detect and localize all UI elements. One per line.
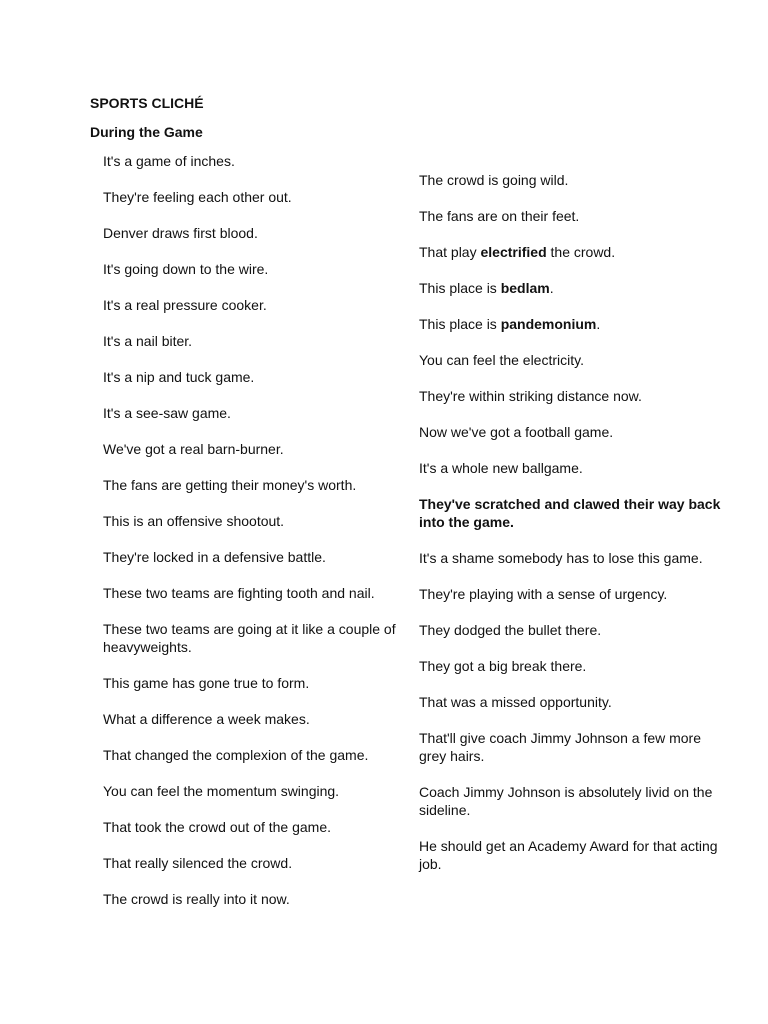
list-item: That'll give coach Jimmy Johnson a few more grey hairs. bbox=[419, 730, 702, 764]
list-item: They're within striking distance now. bbox=[419, 388, 642, 404]
list-item: They're locked in a defensive battle. bbox=[103, 549, 326, 565]
list-item: These two teams are fighting tooth and nail. bbox=[103, 585, 375, 601]
list-item: This game has gone true to form. bbox=[103, 675, 310, 691]
list-item bbox=[419, 315, 729, 333]
section-heading: During the Game bbox=[90, 124, 203, 140]
list-item-text: . bbox=[549, 280, 554, 296]
list-item: They're feeling each other out. bbox=[103, 189, 292, 205]
emphasis-word: bedlam bbox=[500, 280, 550, 296]
list-item-emphasized: They've scratched and clawed their way back into the game. bbox=[419, 496, 721, 530]
list-item bbox=[419, 279, 729, 297]
list-item: It's a whole new ballgame. bbox=[419, 460, 583, 476]
list-item: The crowd is really into it now. bbox=[103, 891, 290, 907]
list-item: He should get an Academy Award for that acting job. bbox=[419, 838, 718, 872]
list-item: They dodged the bullet there. bbox=[419, 622, 602, 638]
list-item: This is an offensive shootout. bbox=[103, 513, 285, 529]
list-item: That took the crowd out of the game. bbox=[103, 819, 332, 835]
list-item: It's a nip and tuck game. bbox=[103, 369, 255, 385]
list-item: You can feel the momentum swinging. bbox=[103, 783, 340, 799]
list-item: They got a big break there. bbox=[419, 658, 587, 674]
list-item: Coach Jimmy Johnson is absolutely livid on the sideline. bbox=[419, 784, 713, 818]
list-item: It's a game of inches. bbox=[103, 153, 235, 169]
list-item: We've got a real barn-burner. bbox=[103, 441, 284, 457]
list-item: The fans are on their feet. bbox=[419, 208, 580, 224]
list-item: That really silenced the crowd. bbox=[103, 855, 293, 871]
list-item: The fans are getting their money's worth. bbox=[103, 477, 357, 493]
list-item-text: That play bbox=[419, 244, 481, 260]
list-item-text: This place is bbox=[419, 280, 501, 296]
list-item-text: the crowd. bbox=[546, 244, 616, 260]
emphasis-word: electrified bbox=[480, 244, 547, 260]
list-item: It's a shame somebody has to lose this game. bbox=[419, 550, 703, 566]
cliche-list-right bbox=[419, 171, 729, 891]
list-item: It's a nail biter. bbox=[103, 333, 193, 349]
cliche-list-left bbox=[103, 152, 403, 926]
list-item: It's a real pressure cooker. bbox=[103, 297, 267, 313]
list-item bbox=[419, 243, 729, 261]
list-item: Now we've got a football game. bbox=[419, 424, 614, 440]
list-item: The crowd is going wild. bbox=[419, 172, 569, 188]
list-item: That changed the complexion of the game. bbox=[103, 747, 369, 763]
list-item-text: . bbox=[596, 316, 601, 332]
list-item: These two teams are going at it like a couple of heavyweights. bbox=[103, 621, 396, 655]
list-item: They're playing with a sense of urgency. bbox=[419, 586, 668, 602]
list-item: That was a missed opportunity. bbox=[419, 694, 612, 710]
list-item: It's going down to the wire. bbox=[103, 261, 269, 277]
document-title: SPORTS CLICHÉ bbox=[90, 95, 204, 111]
list-item: You can feel the electricity. bbox=[419, 352, 584, 368]
list-item: Denver draws first blood. bbox=[103, 225, 258, 241]
list-item: What a difference a week makes. bbox=[103, 711, 310, 727]
list-item-text: This place is bbox=[419, 316, 501, 332]
list-item: It's a see-saw game. bbox=[103, 405, 231, 421]
emphasis-word: pandemonium bbox=[500, 316, 597, 332]
